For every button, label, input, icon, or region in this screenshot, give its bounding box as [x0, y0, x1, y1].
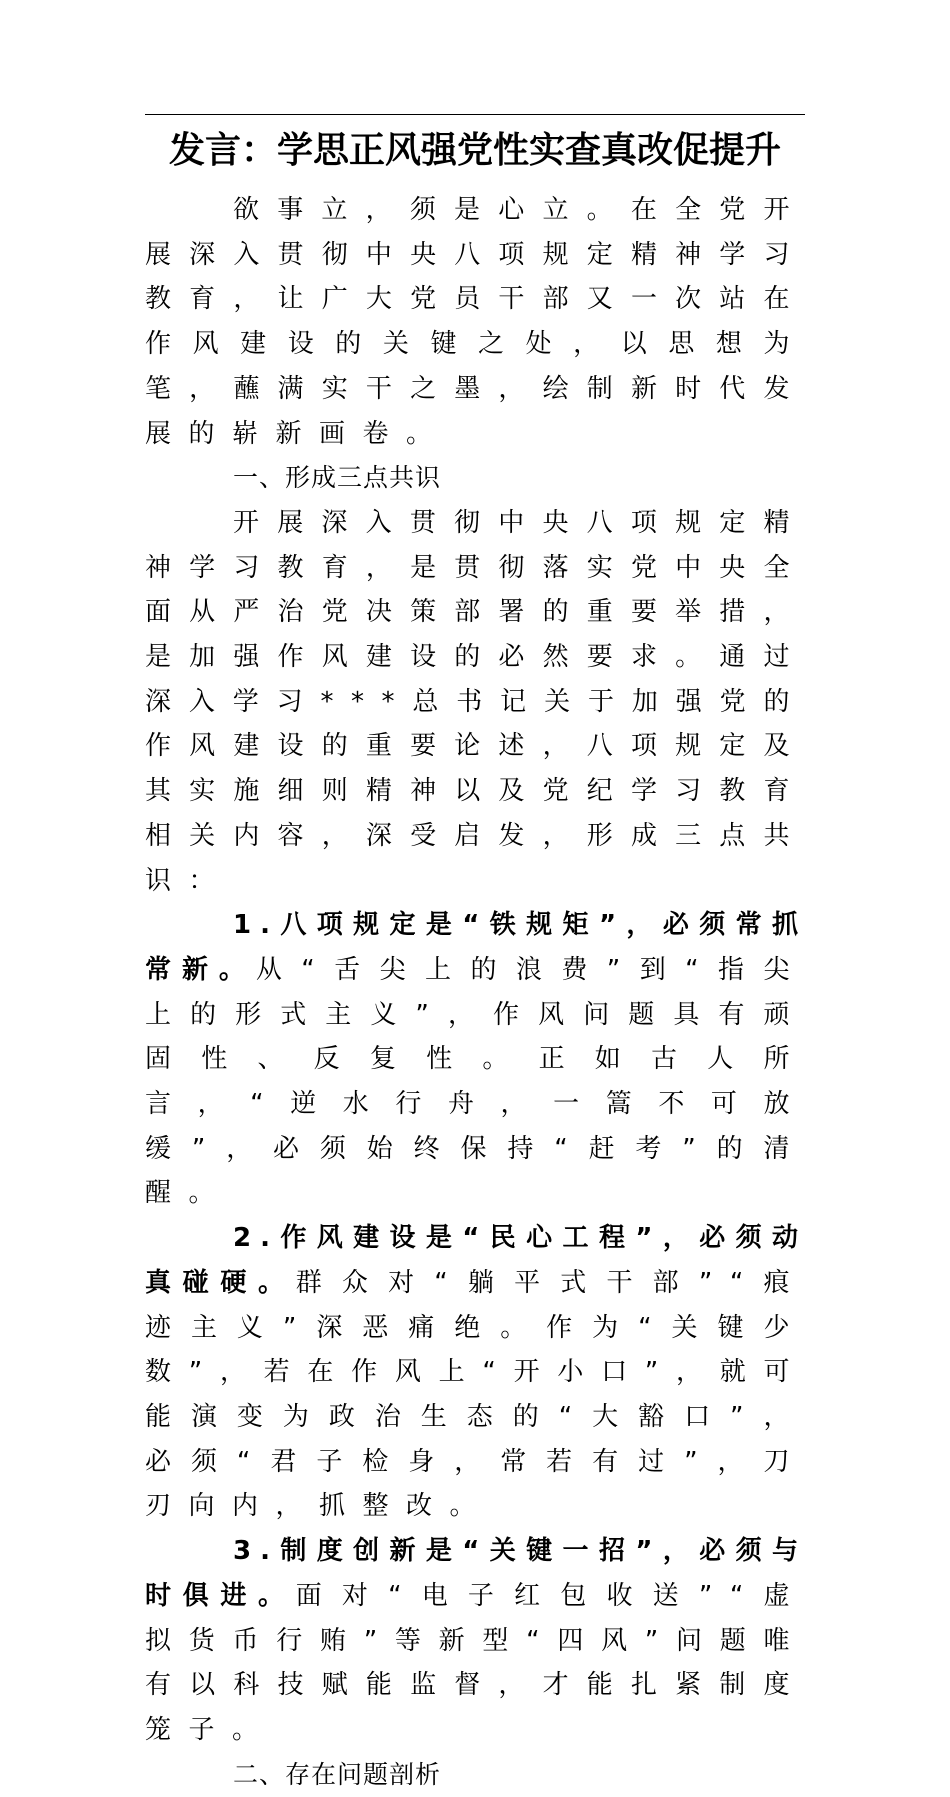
section-heading-2: 二、存在问题剖析	[233, 1759, 442, 1789]
point-2-lead: 2.作风建设是“民心工程”，必须动真碰硬。	[145, 1223, 807, 1298]
document-title: 发言：学思正风强党性实查真改促提升	[168, 129, 781, 171]
section-heading-1: 一、形成三点共识	[233, 463, 442, 493]
intro-paragraph: 欲事立，须是心立。在全党开展深入贯彻中央八项规定精神学习教育，让广大党员干部又一次站在作风建设的关键之处，以思想为笔，蘸满实干之墨，绘制新时代发展的崭新画卷。	[145, 195, 807, 449]
document-body	[145, 188, 807, 1797]
consensus-paragraph: 开展深入贯彻中央八项规定精神学习教育，是贯彻落实党中央全面从严治党决策部署的重要举措，是加强作风建设的必然要求。通过深入学习***总书记关于加强党的作风建设的重要论述，八项规定及其实施细则精神以及党纪学习教育相关内容，深受启发，形成三点共识：	[145, 507, 807, 896]
point-3-lead: 3.制度创新是“关键一招”，必须与时俱进。	[145, 1536, 807, 1611]
point-1-lead: 1.八项规定是“铁规矩”，必须常抓常新。	[145, 910, 807, 985]
point-1-text: 从“舌尖上的浪费”到“指尖上的形式主义”，作风问题具有顽固性、反复性。正如古人所言，“逆水行舟，一篙不可放缓”，必须始终保持“赶考”的清醒。	[145, 954, 807, 1209]
point-3	[145, 1529, 807, 1753]
point-2	[145, 1216, 807, 1529]
point-2-text: 群众对“躺平式干部”“痕迹主义”深恶痛绝。作为“关键少数”，若在作风上“开小口”，就可能演变为政治生态的“大豁口”，必须“君子检身，常若有过”，刀刃向内，抓整改。	[145, 1267, 807, 1522]
point-1	[145, 903, 807, 1216]
header-rule	[145, 114, 805, 115]
point-3-text: 面对“电子红包收送”“虚拟货币行贿”等新型“四风”问题唯有以科技赋能监督，才能扎紧制度笼子。	[145, 1580, 807, 1745]
